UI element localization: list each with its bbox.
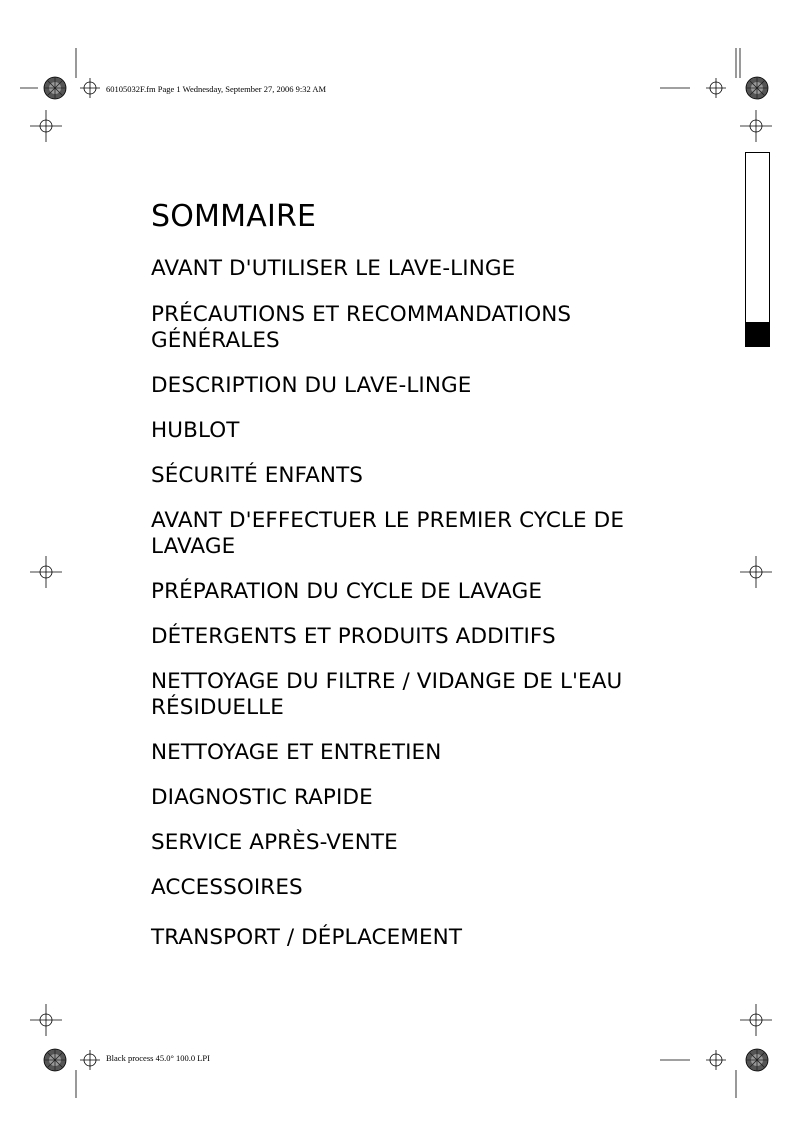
crosshair-icon bbox=[80, 1050, 100, 1070]
crosshair-icon bbox=[706, 1050, 726, 1070]
toc-item: ACCESSOIRES bbox=[151, 875, 303, 900]
toc-item: DESCRIPTION DU LAVE-LINGE bbox=[151, 373, 472, 398]
toc-item: DIAGNOSTIC RAPIDE bbox=[151, 785, 373, 810]
crosshair-icon bbox=[80, 78, 100, 98]
crosshair-icon bbox=[740, 556, 772, 588]
toc-item: PRÉPARATION DU CYCLE DE LAVAGE bbox=[151, 579, 543, 604]
toc-item: AVANT D'UTILISER LE LAVE-LINGE bbox=[151, 256, 516, 281]
toc-item: NETTOYAGE ET ENTRETIEN bbox=[151, 740, 442, 765]
print-slug-top: 60105032F.fm Page 1 Wednesday, September 27, 2006 9:32 AM bbox=[106, 84, 327, 94]
crosshair-icon bbox=[30, 110, 62, 142]
toc-item: NETTOYAGE DU FILTRE / VIDANGE DE L'EAU RÉSIDUELLE bbox=[151, 669, 623, 720]
print-slug-bottom: Black process 45.0° 100.0 LPI bbox=[106, 1053, 210, 1063]
crosshair-icon bbox=[30, 1004, 62, 1036]
crosshair-icon bbox=[30, 556, 62, 588]
section-tab-outline bbox=[745, 152, 770, 322]
page-title: SOMMAIRE bbox=[151, 199, 317, 234]
registration-target-icon bbox=[746, 77, 768, 99]
toc-item: TRANSPORT / DÉPLACEMENT bbox=[151, 925, 463, 950]
toc-list bbox=[151, 256, 691, 951]
registration-target-icon bbox=[44, 1049, 66, 1071]
crosshair-icon bbox=[706, 78, 726, 98]
crosshair-icon bbox=[740, 110, 772, 142]
toc-item: AVANT D'EFFECTUER LE PREMIER CYCLE DE LAVAGE bbox=[151, 508, 625, 559]
section-tab-marker bbox=[745, 322, 770, 347]
toc-item: PRÉCAUTIONS ET RECOMMANDATIONS GÉNÉRALES bbox=[151, 302, 572, 353]
crosshair-icon bbox=[740, 1004, 772, 1036]
toc-item: HUBLOT bbox=[151, 418, 240, 443]
registration-target-icon bbox=[44, 77, 66, 99]
toc-item: SÉCURITÉ ENFANTS bbox=[151, 463, 364, 488]
toc-item: SERVICE APRÈS-VENTE bbox=[151, 830, 398, 855]
registration-target-icon bbox=[746, 1049, 768, 1071]
toc-item: DÉTERGENTS ET PRODUITS ADDITIFS bbox=[151, 624, 556, 649]
table-of-contents bbox=[151, 196, 691, 951]
